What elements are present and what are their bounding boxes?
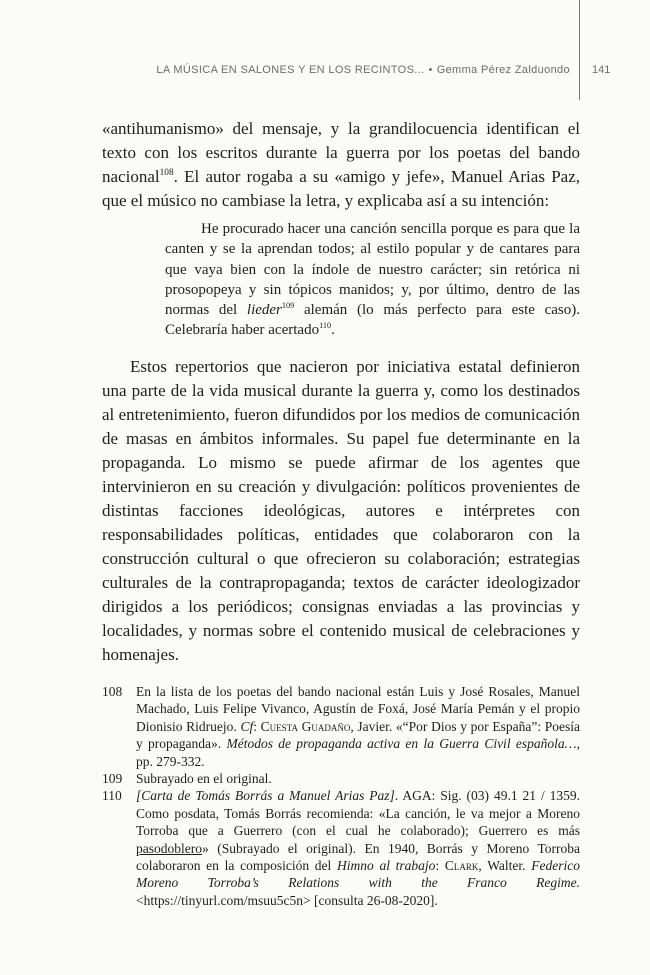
- page-number: 141: [592, 64, 611, 76]
- footnote-text: , Javier. «“Por Dios y por España”: Poesía y propaganda».: [136, 718, 580, 752]
- footnote-108: [102, 683, 580, 770]
- footnote-ref-109[interactable]: 109: [281, 301, 295, 310]
- running-header: [100, 64, 570, 76]
- block-quote: [165, 219, 580, 341]
- footnotes: [102, 683, 580, 909]
- footnote-text: En la lista de los poetas del bando nacional están Luis y José Rosales, Manuel Machado, Luis Felipe Vivanco, Agustín de Foxá, José María Pemán y el propio Dionisio Ridruejo.: [136, 684, 580, 734]
- header-author: Gemma Pérez Zalduondo: [436, 64, 570, 76]
- letter-title: [Carta de Tomás Borrás a Manuel Arias Paz]: [136, 788, 395, 804]
- book-title: Federico Moreno Torroba’s Relations with the Franco Regime.: [136, 858, 580, 891]
- running-title: LA MÚSICA EN SALONES Y EN LOS RECINTOS...: [156, 64, 425, 76]
- footnote-emphasis: Cf: [240, 718, 254, 734]
- header-separator: •: [428, 64, 433, 76]
- footnote-number: 110: [102, 788, 122, 804]
- quote-emphasis: lieder: [246, 302, 282, 319]
- body-paragraph-2: Estos repertorios que nacieron por iniciativa estatal definieron una parte de la vida musical durante la guerra y, como los destinados al entretenimiento, fueron difundidos por los medios de comunicación de masas en ámbitos informales. Su papel fue determinante en la propaganda. Lo mismo se puede afirmar de los agentes que intervinieron en su creación y divulgación: políticos provenientes de distintas facciones ideológicas, autores e intérpretes con responsabilidades políticas, entidades que colaboraron con la construcción cultural o que ofrecieron su colaboración; estrategias culturales de la contrapropaganda; textos de carácter ideologizador dirigidos a los periódicos; consignas enviadas a las provincias y localidades, y normas sobre el contenido musical de celebraciones y homenajes.: [102, 357, 580, 664]
- footnote-text: Subrayado en el original.: [136, 771, 272, 787]
- underlined-word: pasodoblero: [136, 840, 202, 856]
- quote-text: .: [331, 322, 335, 339]
- body-paragraph-1: [102, 117, 580, 213]
- footnote-text: :: [435, 858, 445, 874]
- quote-text: alemán (lo más perfecto para este caso). Celebraría haber acertado: [165, 302, 581, 339]
- footnote-109: [102, 770, 580, 787]
- footnote-text: , pp. 279-332.: [136, 736, 580, 769]
- footnote-ref-110[interactable]: 110: [319, 321, 332, 331]
- footnote-text: » (Subrayado el original). En 1940, Borrás y Moreno Torroba colaboraron en la composición del: [136, 840, 580, 874]
- paragraph-text: «antihumanismo» del mensaje, y la grandilocuencia identifican el texto con los escritos durante la guerra por los poetas del bando nacional: [102, 119, 580, 186]
- author-name: Clark: [444, 858, 479, 874]
- footnote-url[interactable]: <https://tinyurl.com/msuu5c5n> [consulta 26-08-2020].: [136, 892, 438, 908]
- footnote-number: 108: [102, 684, 123, 699]
- footnote-110: [102, 787, 580, 909]
- footnote-text: , Walter.: [478, 858, 532, 874]
- author-name: Cuesta Guadaño: [260, 718, 351, 734]
- work-title: Himno al trabajo: [337, 858, 436, 874]
- footnote-ref-108[interactable]: 108: [159, 168, 174, 178]
- footnote-number: 109: [102, 771, 123, 787]
- footnote-text: . AGA: Sig. (03) 49.1 21 / 1359. Como posdata, Tomás Borrás recomienda: «La canción, le va mejor a Moreno Torroba que a Guerrero (con el cual he colaborado); Guerrero es más: [136, 788, 580, 839]
- book-title: Métodos de propaganda activa en la Guerra Civil española…: [226, 736, 577, 752]
- paragraph-text: . El autor rogaba a su «amigo y jefe», Manuel Arias Paz, que el músico no cambiase la letra, y explicaba así a su intención:: [102, 167, 580, 210]
- margin-rule: [579, 0, 580, 100]
- footnote-text: :: [253, 718, 261, 734]
- quote-text: He procurado hacer una canción sencilla porque es para que la canten y se la aprendan todos; al estilo popular y de cantares para que vaya bien con la índole de nuestro carácter; sin retórica ni prosopopeya y sin tópicos manidos; y, por último, dentro de las normas del: [165, 221, 580, 319]
